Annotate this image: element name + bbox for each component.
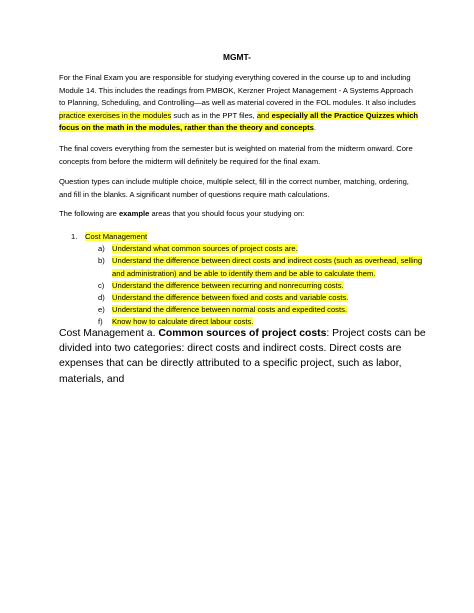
list-item-marker: b) [98, 256, 105, 265]
list-item [98, 304, 428, 317]
intro-highlight-2b: especially all the Practice Quizzes which focus on the math in the modules, rather than the theory and concepts [59, 110, 419, 133]
focus-intro [59, 208, 421, 221]
document-title: MGMT- [223, 52, 251, 62]
list-heading-text: Cost Management [85, 232, 148, 241]
list-item-text: Understand the difference between direct costs and indirect costs (such as overhead, selling and administration) and be able to identify them and be able to calculate them. [112, 256, 423, 278]
list-item-text: Know how to calculate direct labour costs. [112, 317, 254, 326]
list-item-text: Understand the difference between recurring and nonrecurring costs. [112, 281, 344, 290]
focus-text-pre: The following are [59, 209, 119, 218]
list-heading [85, 231, 147, 244]
list-item [98, 255, 428, 280]
intro-text-2: such as in the PPT files, [171, 110, 257, 120]
focus-text-post: areas that you should focus your studying on: [149, 209, 305, 218]
paragraph-question-types: Question types can include multiple choice, multiple select, fill in the correct number, matching, ordering, and fill in the blanks. A significant number of questions require math calculations. [59, 177, 409, 199]
list-item-text: Understand the difference between fixed and costs and variable costs. [112, 293, 349, 302]
intro-highlight-1: practice exercises in the modules [59, 110, 172, 120]
intro-paragraph [59, 72, 421, 135]
answer-text-pre: Cost Management a. [59, 328, 159, 339]
focus-text-bold: example [118, 209, 150, 218]
list-item-marker: f) [98, 317, 103, 326]
list-item-marker: e) [98, 305, 105, 314]
list-item [98, 243, 428, 256]
answer-text-bold: Common sources of project costs [158, 328, 327, 339]
intro-highlight-2a: and [256, 110, 272, 120]
list-number: 1. [71, 232, 78, 241]
list-item-marker: a) [98, 244, 105, 253]
list-item-text: Understand what common sources of project costs are. [112, 244, 298, 253]
intro-text-1: For the Final Exam you are responsible for studying everything covered in the course up to and including Module 14. This includes the readings from PMBOK, Kerzner Project Management - A Systems Approach to Planning, Scheduling, and Controlling—as well as material covered in the FOL modules. It also includes [59, 73, 416, 108]
list-item-marker: c) [98, 281, 105, 290]
intro-text-3: . [313, 123, 316, 133]
paragraph-coverage: The final covers everything from the semester but is weighted on material from the midterm onward. Core concepts from before the midterm will definitely be required for the final exam. [59, 144, 413, 166]
list-item [98, 292, 428, 305]
list-item-marker: d) [98, 293, 105, 302]
list-item [98, 280, 428, 293]
list-item-text: Understand the difference between normal costs and expedited costs. [112, 305, 347, 314]
answer-paragraph [59, 326, 431, 387]
answer-text-post: : Project costs can be divided into two categories: direct costs and indirect costs. Direct costs are expenses that can be directly attributed to a specific project, such as labor, materials, and [59, 328, 426, 385]
